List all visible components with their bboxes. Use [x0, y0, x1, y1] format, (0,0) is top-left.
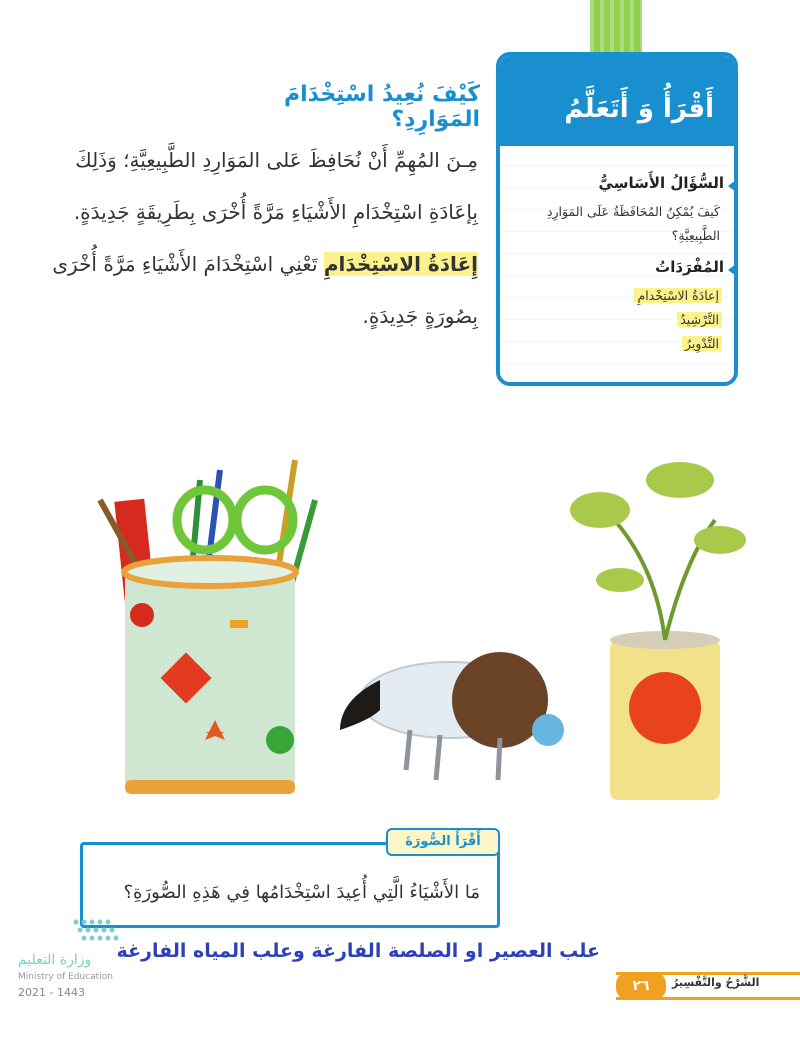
edition-year: 2021 - 1443 — [18, 986, 85, 999]
essential-question-label: السُّؤَالُ الأَسَاسِيُّ — [598, 174, 724, 192]
vocab-item: إعادَةُ الاسْتِخْدامِ — [634, 288, 722, 303]
essential-question-line1: كَيفَ يُمْكِنُ المُحَافَظَةُ عَلَى المَوَارِدِ — [546, 204, 720, 219]
ministry-name-english: Ministry of Education — [18, 972, 113, 982]
vocab-item: التَّدْوِيرُ — [682, 336, 722, 351]
pencil-holder-illustration — [100, 460, 315, 794]
paragraph-line: بِصُورَةٍ جَدِيدَةٍ. — [362, 304, 478, 328]
essential-question-line2: الطَّبِيعِيَّةِ؟ — [671, 228, 720, 243]
page-number: ٢٦ — [616, 972, 666, 1000]
read-picture-tag: أَقْرَأُ الصُّورَةَ — [386, 828, 500, 856]
ministry-dots-icon — [66, 912, 136, 952]
recycled-objects-photo — [80, 440, 760, 820]
triangle-marker-icon — [728, 180, 736, 192]
paragraph-line: مِـنَ المُهِمِّ أَنْ نُحَافِظَ عَلى المَوَارِدِ الطَّبِيعِيَّةِ؛ وَذَلِكَ — [75, 148, 478, 172]
paragraph-line — [52, 252, 478, 276]
triangle-marker-icon — [728, 264, 736, 276]
ministry-logo — [18, 912, 138, 1022]
section-title: كَيْفَ نُعِيدُ اسْتِخْدَامَ المَوَارِدِ؟ — [283, 82, 480, 132]
highlighted-term: إِعَادَةُ الاسْتِخْدَامِ — [323, 252, 478, 276]
vocabulary-label: المُفْرَدَاتُ — [655, 258, 724, 276]
learn-box-header — [500, 56, 734, 146]
paragraph-line: بِإعَادَةِ اسْتِخْدَامِ الأَشْيَاءِ مَرَّةً أُخْرَى بِطَرِيقَةٍ جَدِيدَةٍ. — [73, 200, 478, 224]
read-and-learn-box — [496, 52, 738, 386]
learn-box-body — [500, 146, 734, 386]
ministry-name-arabic: وزارة التعليم — [18, 952, 92, 968]
plant-can-illustration — [570, 462, 746, 800]
student-answer[interactable]: علب العصير او الصلصة الفارغة وعلب المياه الفارغة — [116, 940, 600, 962]
read-picture-question: مَا الأَشْيَاءُ الَّتِي أُعِيدَ اسْتِخْدَامُها فِي هَذِهِ الصُّورَةِ؟ — [123, 882, 480, 903]
footer-section-label: الشَّرْحُ والتَّفْسِيرُ — [672, 976, 760, 989]
vocab-item: التَّرْشِيدُ — [677, 312, 722, 327]
bottle-animal-illustration — [340, 652, 564, 780]
paragraph-text: تَعْنِي اسْتِخْدَامَ الأَشْيَاءِ مَرَّةً أُخْرَى — [52, 252, 324, 276]
learn-box-title: أَقْرَأُ وَ أَتَعَلَّمُ — [564, 94, 714, 124]
